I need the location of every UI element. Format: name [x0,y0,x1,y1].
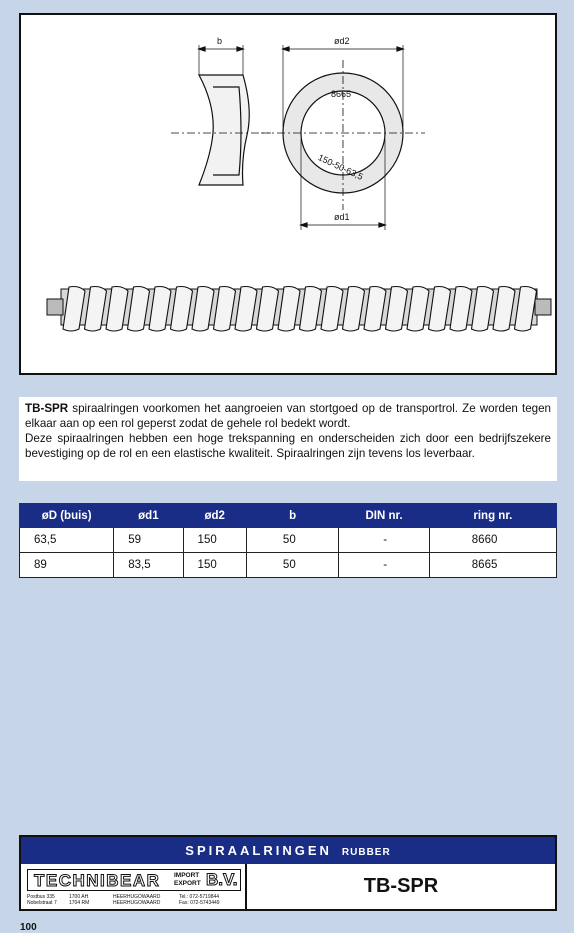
company-logo [27,869,241,891]
ring-number-label: 8665 [331,89,352,99]
table-row [20,528,557,553]
logo-import-export [174,872,201,888]
address-col-4 [179,894,220,906]
cell-b: 50 [246,528,338,553]
addr-zip-2: 1704 RM [69,900,90,906]
dim-d2-label: ød2 [334,36,350,46]
section-title: SPIRAALRINGEN [185,843,332,858]
logo-bv: B.V. [206,870,238,889]
table-row [20,553,557,578]
logo-tag-export: EXPORT [174,880,201,887]
header-od-buis: øD (buis) [20,504,114,528]
company-logo-block [21,864,247,909]
roller-assembly [47,287,551,332]
description-panel [19,397,557,481]
addr-street: Nobelstraat 7 [27,900,57,906]
addr-phone: Tel.: 072-5719844 [179,894,220,900]
cell-din-nr: - [339,553,430,578]
table-header-row [20,504,557,528]
specification-table [19,503,557,578]
cell-od2: 150 [183,553,246,578]
ring-side-view [171,45,271,185]
addr-fax: Fax: 072-5743449 [179,900,220,906]
logo-tag-import: IMPORT [174,872,200,879]
header-din-nr: DIN nr. [339,504,430,528]
logo-wordmark: TECHNIBEAR [34,871,161,890]
footer-band [19,835,557,911]
cell-din-nr: - [339,528,430,553]
address-col-3 [113,894,160,906]
header-ring-nr: ring nr. [429,504,556,528]
addr-postbus: Postbus 335 [27,894,55,900]
address-col-1 [27,894,57,906]
cell-od1: 83,5 [114,553,183,578]
description-line-1: spiraalringen voorkomen het aangroeien van stortgoed op de transportrol. Ze worden tegen elkaar aan op een rol geperst zodat de gehele rol bedekt wordt. [25,402,551,430]
ring-front-view [261,45,425,230]
ring-size-label: 150-50-63,5 [316,152,365,182]
header-od2: ød2 [183,504,246,528]
header-od1: ød1 [114,504,183,528]
dim-b-label: b [217,36,223,46]
drawing-svg [21,15,555,373]
description-paragraph-1 [25,401,551,431]
cell-ring-nr: 8665 [429,553,556,578]
addr-zip-1: 1700 AH [69,894,89,900]
cell-od2: 150 [183,528,246,553]
header-b: b [246,504,338,528]
description-paragraph-2: Deze spiraalringen hebben een hoge trekspanning en onderscheiden zich door een bedrijfszekere bevestiging op de rol en een elastische kwaliteit. Spiraalringen zijn tevens los leverbaar. [25,432,551,460]
address-col-2 [69,894,89,906]
section-title-bar [21,837,555,864]
cell-b: 50 [246,553,338,578]
addr-city-1: HEERHUGOWAARD [113,894,161,900]
cell-od-buis: 63,5 [20,528,114,553]
addr-city-2: HEERHUGOWAARD [113,900,161,906]
dim-d1-label: ød1 [334,212,350,222]
cell-ring-nr: 8660 [429,528,556,553]
section-subtitle: RUBBER [341,847,391,858]
cell-od1: 59 [114,528,183,553]
description-product-code: TB-SPR [25,402,69,415]
technical-drawing [19,13,557,375]
product-code-footer: TB-SPR [363,875,439,897]
cell-od-buis: 89 [20,553,114,578]
page-number: 100 [20,922,37,933]
